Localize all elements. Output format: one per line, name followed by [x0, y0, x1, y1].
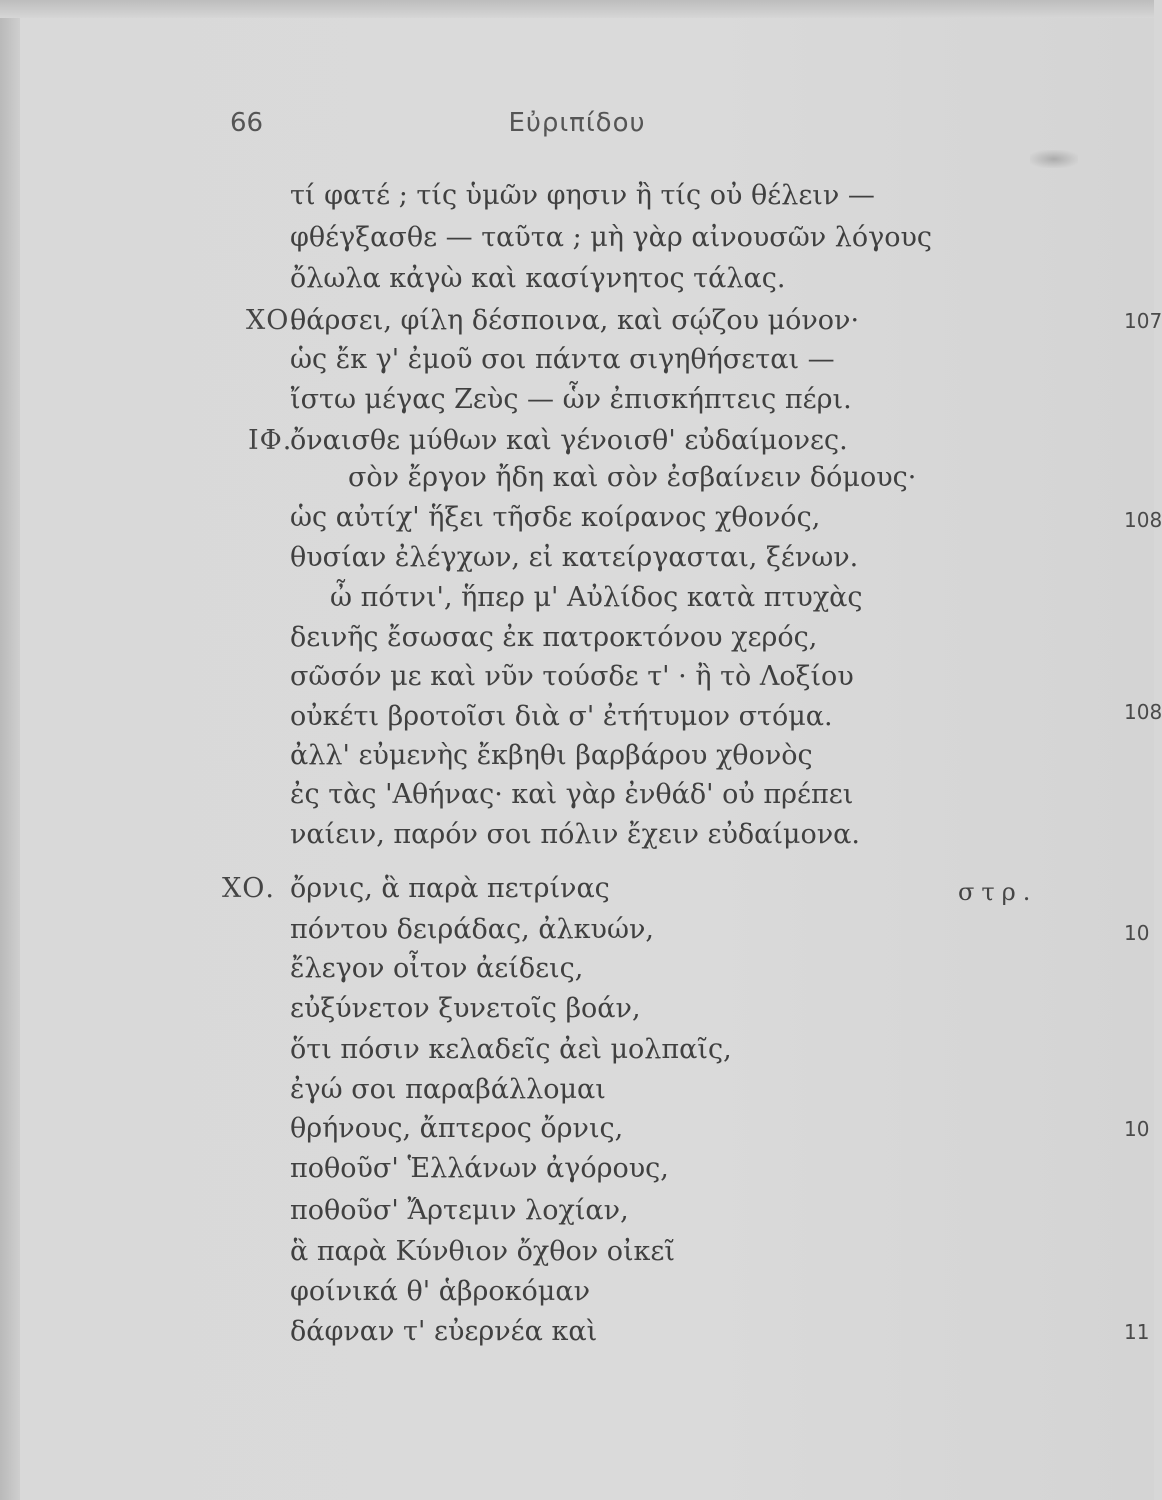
verse-line: θυσίαν ἐλέγχων, εἰ κατείργασται, ξένων. [290, 542, 859, 573]
verse-line: φθέγξασθε — ταῦτα ; μὴ γὰρ αἰνουσῶν λόγους [290, 222, 933, 253]
verse-line: εὐξύνετον ξυνετοῖς βοάν, [290, 993, 641, 1024]
line-number: 108 [1124, 508, 1162, 532]
page-edge-left [0, 0, 20, 1500]
verse-line: ὡς αὐτίχ' ἥξει τῆσδε κοίρανος χθονός, [290, 502, 821, 533]
verse-line: ἐς τὰς 'Αθήνας· καὶ γὰρ ἐνθάδ' οὐ πρέπει [290, 779, 854, 810]
verse-line: τί φατέ ; τίς ὑμῶν φησιν ἢ τίς οὐ θέλειν — [290, 180, 875, 211]
verse-line: ἃ παρὰ Κύνθιον ὄχθον οἰκεῖ [290, 1236, 675, 1267]
line-number: 107 [1124, 309, 1162, 333]
verse-line: δεινῆς ἔσωσας ἐκ πατροκτόνου χερός, [290, 622, 818, 653]
verse-line: ὄλωλα κἀγὼ καὶ κασίγνητος τάλας. [290, 263, 786, 294]
verse-line: οὐκέτι βροτοῖσι διὰ σ' ἐτήτυμον στόμα. [290, 701, 833, 732]
verse-line: ποθοῦσ' Ἑλλάνων ἀγόρους, [290, 1153, 669, 1184]
page-number: 66 [230, 108, 264, 138]
verse-line: ποθοῦσ' Ἄρτεμιν λοχίαν, [290, 1195, 629, 1226]
verse-line: θάρσει, φίλη δέσποινα, καὶ σῴζου μόνον· [290, 305, 860, 336]
verse-line: θρήνους, ἄπτερος ὄρνις, [290, 1113, 624, 1144]
line-number: 10 [1124, 921, 1150, 945]
running-title: Εὐριπίδου [508, 108, 646, 138]
verse-line: πόντου δειράδας, ἀλκυών, [290, 914, 654, 945]
verse-line: ὦ πότνι', ἥπερ μ' Αὐλίδος κατὰ πτυχὰς [330, 582, 863, 613]
strophe-label: στρ. [958, 878, 1038, 906]
verse-line: ἀλλ' εὐμενὴς ἔκβηθι βαρβάρου χθονὸς [290, 740, 813, 771]
verse-line: ὡς ἔκ γ' ἐμοῦ σοι πάντα σιγηθήσεται — [290, 344, 835, 375]
verse-line: ἔλεγον οἶτον ἀείδεις, [290, 953, 584, 984]
verse-line: σῶσόν με καὶ νῦν τούσδε τ' · ἢ τὸ Λοξίου [290, 661, 854, 692]
page-edge-top [0, 0, 1154, 18]
verse-line: ναίειν, παρόν σοι πόλιν ἔχειν εὐδαίμονα. [290, 819, 860, 850]
verse-line: ὄρνις, ἃ παρὰ πετρίνας [290, 873, 610, 904]
speaker-label: ΧΟ. [222, 873, 275, 904]
verse-line: ἴστω μέγας Ζεὺς — ὧν ἐπισκήπτεις πέρι. [290, 384, 852, 415]
verse-line: ἐγώ σοι παραβάλλομαι [290, 1074, 606, 1105]
speaker-label: ΧΟ. [246, 305, 299, 336]
line-number: 11 [1124, 1320, 1150, 1344]
verse-line: δάφναν τ' εὐερνέα καὶ [290, 1316, 598, 1347]
ink-smudge [1030, 150, 1078, 168]
line-number: 10 [1124, 1117, 1150, 1141]
speaker-label: ΙΦ. [248, 425, 293, 456]
verse-line: φοίνικά θ' ἁβροκόμαν [290, 1276, 590, 1307]
verse-line: ὄναισθε μύθων καὶ γένοισθ' εὐδαίμονες. [290, 425, 848, 456]
verse-line: ὅτι πόσιν κελαδεῖς ἀεὶ μολπαῖς, [290, 1034, 732, 1065]
line-number: 108 [1124, 700, 1162, 724]
verse-line: σὸν ἔργον ἤδη καὶ σὸν ἐσβαίνειν δόμους· [348, 462, 917, 493]
